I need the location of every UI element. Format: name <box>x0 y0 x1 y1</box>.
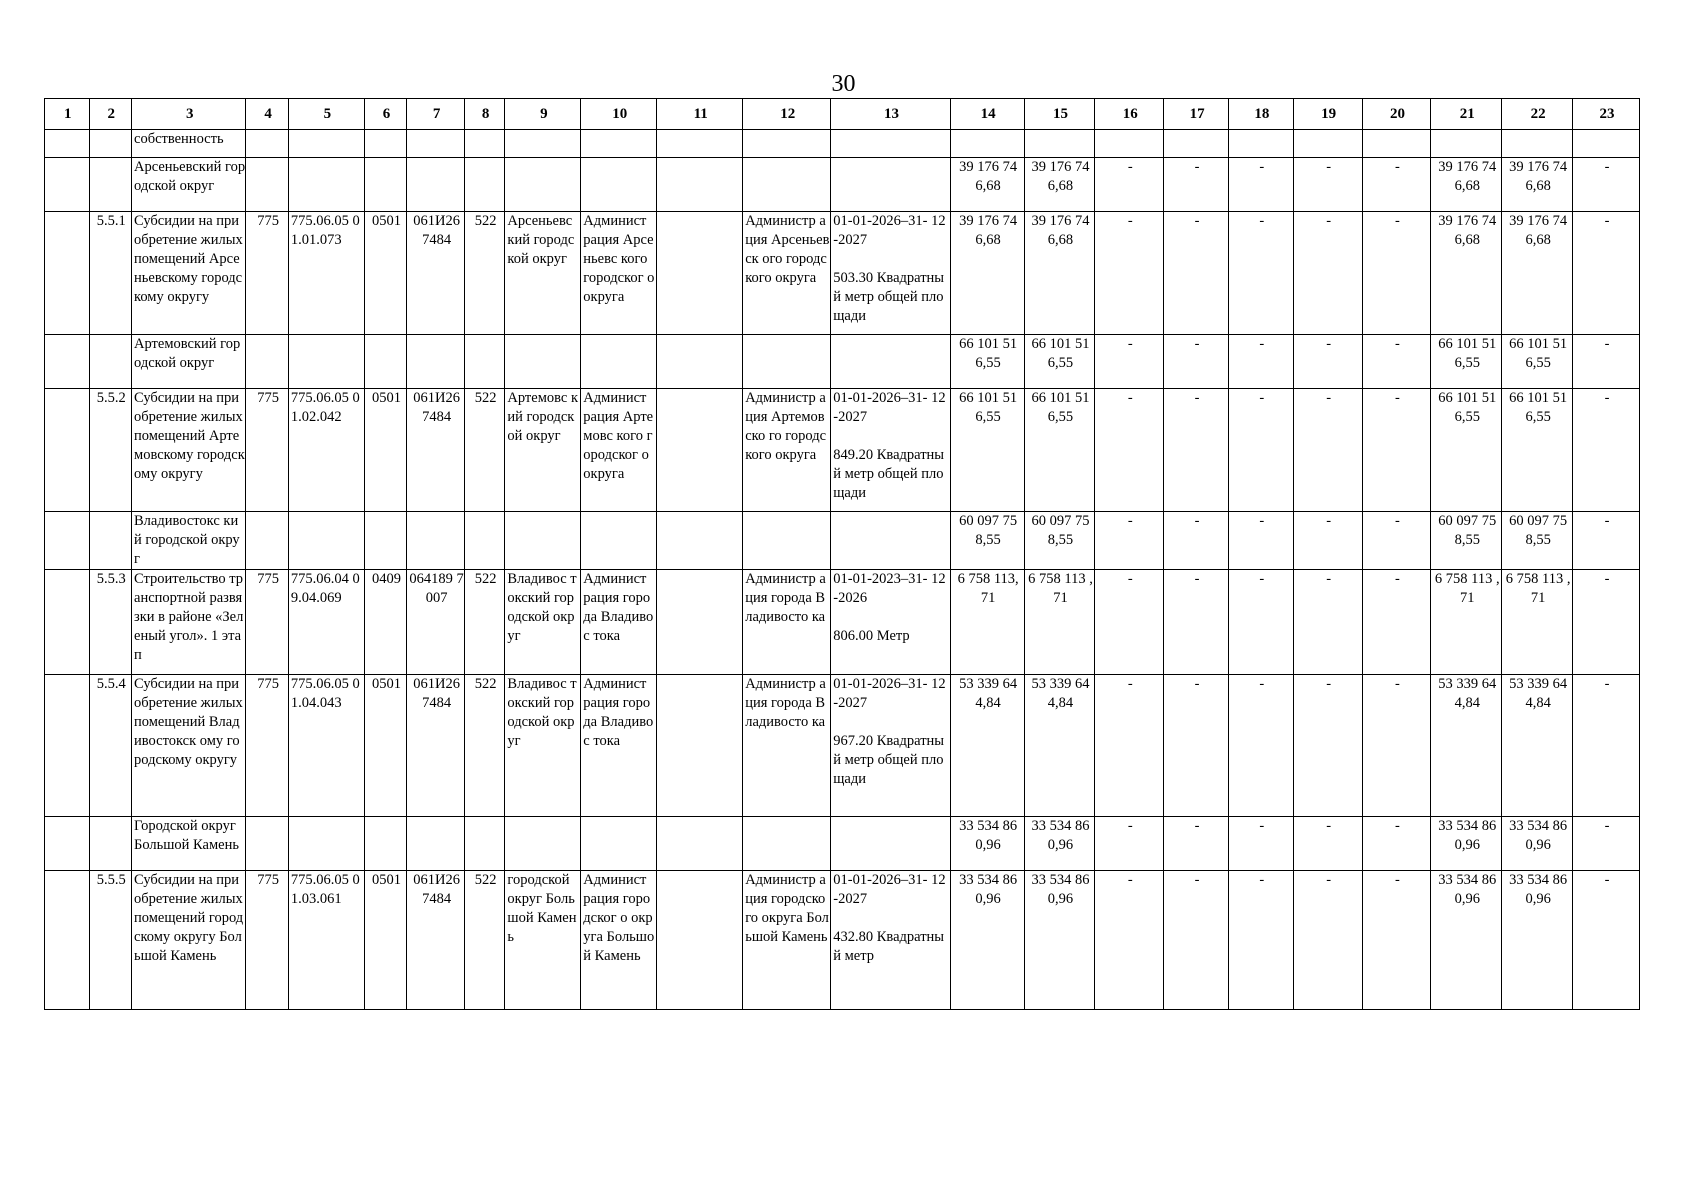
table-row <box>45 130 1640 158</box>
cell-col-22: 33 534 86 0,96 <box>1502 817 1573 871</box>
cell-col-10 <box>581 335 657 389</box>
column-header-18: 18 <box>1228 99 1293 130</box>
cell-col-13 <box>831 158 950 212</box>
cell-col-13: 01-01-2026–31- 12-2027 849.20 Квадратный метр общей площади <box>831 389 950 512</box>
column-header-16: 16 <box>1095 99 1164 130</box>
cell-col-18: - <box>1228 871 1293 1010</box>
cell-col-6 <box>364 130 407 158</box>
cell-col-11 <box>657 817 743 871</box>
cell-col-18: - <box>1228 389 1293 512</box>
cell-col-14: 60 097 75 8,55 <box>950 512 1024 570</box>
cell-col-22: 60 097 75 8,55 <box>1502 512 1573 570</box>
column-header-21: 21 <box>1431 99 1502 130</box>
cell-col-2 <box>89 817 132 871</box>
cell-col-1 <box>45 212 90 335</box>
cell-col-7: 061И26 7484 <box>407 871 465 1010</box>
cell-col-5: 775.06.05 01.04.043 <box>288 675 364 817</box>
cell-col-20: - <box>1362 158 1431 212</box>
cell-col-10 <box>581 512 657 570</box>
cell-col-17: - <box>1164 570 1229 675</box>
cell-col-3: Субсидии на приобретение жилых помещений городскому округу Большой Камень <box>132 871 246 1010</box>
header-row <box>45 99 1640 130</box>
table-row-group <box>45 158 1640 212</box>
cell-col-9 <box>505 130 581 158</box>
cell-col-19: - <box>1293 335 1362 389</box>
table-body <box>45 130 1640 1010</box>
cell-col-11 <box>657 389 743 512</box>
cell-col-21: 39 176 74 6,68 <box>1431 158 1502 212</box>
cell-col-5: 775.06.05 01.03.061 <box>288 871 364 1010</box>
column-header-15: 15 <box>1024 99 1095 130</box>
cell-col-8 <box>464 158 504 212</box>
cell-col-22: 66 101 51 6,55 <box>1502 389 1573 512</box>
cell-col-12: Администр ация Артемовско го городского округа <box>743 389 831 512</box>
cell-col-11 <box>657 130 743 158</box>
cell-col-6 <box>364 158 407 212</box>
cell-col-23: - <box>1573 512 1640 570</box>
cell-col-4: 775 <box>246 675 289 817</box>
cell-col-18: - <box>1228 817 1293 871</box>
cell-col-3: собственность <box>132 130 246 158</box>
cell-col-21: 6 758 113 ,71 <box>1431 570 1502 675</box>
cell-col-2 <box>89 130 132 158</box>
cell-col-11 <box>657 570 743 675</box>
cell-col-5 <box>288 817 364 871</box>
column-header-12: 12 <box>743 99 831 130</box>
cell-col-16: - <box>1095 871 1164 1010</box>
table-row-item <box>45 389 1640 512</box>
table-row-item <box>45 871 1640 1010</box>
cell-col-21: 33 534 86 0,96 <box>1431 817 1502 871</box>
cell-col-17 <box>1164 130 1229 158</box>
column-header-22: 22 <box>1502 99 1573 130</box>
cell-col-20: - <box>1362 675 1431 817</box>
cell-col-10: Админист рация города Владивос тока <box>581 675 657 817</box>
cell-col-5 <box>288 512 364 570</box>
cell-col-1 <box>45 871 90 1010</box>
cell-col-16: - <box>1095 570 1164 675</box>
cell-col-23: - <box>1573 335 1640 389</box>
cell-col-18: - <box>1228 335 1293 389</box>
cell-col-17: - <box>1164 871 1229 1010</box>
cell-col-3: Арсеньевский городской округ <box>132 158 246 212</box>
cell-col-6: 0409 <box>364 570 407 675</box>
cell-col-20: - <box>1362 389 1431 512</box>
cell-col-13: 01-01-2023–31- 12-2026 806.00 Метр <box>831 570 950 675</box>
cell-col-19: - <box>1293 389 1362 512</box>
cell-col-8 <box>464 335 504 389</box>
column-header-4: 4 <box>246 99 289 130</box>
cell-col-8: 522 <box>464 675 504 817</box>
cell-col-2: 5.5.1 <box>89 212 132 335</box>
cell-col-16 <box>1095 130 1164 158</box>
cell-col-1 <box>45 335 90 389</box>
cell-col-1 <box>45 817 90 871</box>
cell-col-11 <box>657 675 743 817</box>
column-header-3: 3 <box>132 99 246 130</box>
column-header-17: 17 <box>1164 99 1229 130</box>
cell-col-8: 522 <box>464 212 504 335</box>
cell-col-5 <box>288 158 364 212</box>
cell-col-21: 66 101 51 6,55 <box>1431 335 1502 389</box>
cell-col-22: 6 758 113 ,71 <box>1502 570 1573 675</box>
cell-col-4 <box>246 817 289 871</box>
cell-col-19 <box>1293 130 1362 158</box>
cell-col-15: 33 534 86 0,96 <box>1024 817 1095 871</box>
cell-col-10 <box>581 130 657 158</box>
table-row-item <box>45 675 1640 817</box>
cell-col-13: 01-01-2026–31- 12-2027 432.80 Квадратный метр <box>831 871 950 1010</box>
cell-col-6: 0501 <box>364 389 407 512</box>
cell-col-9: Артемовс кий городской округ <box>505 389 581 512</box>
cell-col-15: 39 176 74 6,68 <box>1024 212 1095 335</box>
cell-col-14: 66 101 51 6,55 <box>950 335 1024 389</box>
cell-col-22: 39 176 74 6,68 <box>1502 158 1573 212</box>
cell-col-4: 775 <box>246 871 289 1010</box>
cell-col-10: Админист рация города Владивос тока <box>581 570 657 675</box>
cell-col-6 <box>364 335 407 389</box>
table-row-group <box>45 512 1640 570</box>
cell-col-7 <box>407 130 465 158</box>
cell-col-9 <box>505 817 581 871</box>
cell-col-9 <box>505 335 581 389</box>
cell-col-20: - <box>1362 570 1431 675</box>
column-header-7: 7 <box>407 99 465 130</box>
cell-col-15 <box>1024 130 1095 158</box>
column-header-11: 11 <box>657 99 743 130</box>
cell-col-14: 39 176 74 6,68 <box>950 212 1024 335</box>
cell-col-6: 0501 <box>364 871 407 1010</box>
cell-col-15: 66 101 51 6,55 <box>1024 389 1095 512</box>
cell-col-16: - <box>1095 212 1164 335</box>
cell-col-3: Владивостокс кий городской округ <box>132 512 246 570</box>
cell-col-19: - <box>1293 570 1362 675</box>
cell-col-15: 33 534 86 0,96 <box>1024 871 1095 1010</box>
cell-col-9: Владивос токский городской округ <box>505 675 581 817</box>
table-row-group <box>45 817 1640 871</box>
cell-col-12 <box>743 817 831 871</box>
cell-col-4 <box>246 335 289 389</box>
column-header-1: 1 <box>45 99 90 130</box>
cell-col-5: 775.06.05 01.02.042 <box>288 389 364 512</box>
column-header-6: 6 <box>364 99 407 130</box>
cell-col-4 <box>246 158 289 212</box>
cell-col-14: 33 534 86 0,96 <box>950 817 1024 871</box>
column-header-19: 19 <box>1293 99 1362 130</box>
cell-col-23: - <box>1573 158 1640 212</box>
cell-col-11 <box>657 212 743 335</box>
cell-col-10 <box>581 817 657 871</box>
cell-col-12: Администр ация города Владивосто ка <box>743 675 831 817</box>
cell-col-22: 53 339 64 4,84 <box>1502 675 1573 817</box>
cell-col-13 <box>831 335 950 389</box>
cell-col-19: - <box>1293 871 1362 1010</box>
cell-col-16: - <box>1095 389 1164 512</box>
cell-col-21: 53 339 64 4,84 <box>1431 675 1502 817</box>
cell-col-20: - <box>1362 512 1431 570</box>
cell-col-21: 39 176 74 6,68 <box>1431 212 1502 335</box>
cell-col-14: 66 101 51 6,55 <box>950 389 1024 512</box>
table-row-item <box>45 570 1640 675</box>
column-header-14: 14 <box>950 99 1024 130</box>
cell-col-3: Субсидии на приобретение жилых помещений Владивостокск ому городскому округу <box>132 675 246 817</box>
cell-col-2: 5.5.5 <box>89 871 132 1010</box>
cell-col-1 <box>45 675 90 817</box>
cell-col-12: Администр ация Арсеньевск ого городского округа <box>743 212 831 335</box>
cell-col-7 <box>407 335 465 389</box>
cell-col-10: Админист рация городског о округа Большой Камень <box>581 871 657 1010</box>
cell-col-17: - <box>1164 335 1229 389</box>
cell-col-4: 775 <box>246 570 289 675</box>
cell-col-16: - <box>1095 817 1164 871</box>
cell-col-12 <box>743 335 831 389</box>
cell-col-23: - <box>1573 871 1640 1010</box>
cell-col-8 <box>464 130 504 158</box>
column-header-23: 23 <box>1573 99 1640 130</box>
cell-col-9: городской округ Большой Камень <box>505 871 581 1010</box>
cell-col-6: 0501 <box>364 675 407 817</box>
cell-col-10: Админист рация Арсеньевс кого городског о округа <box>581 212 657 335</box>
cell-col-11 <box>657 335 743 389</box>
column-header-20: 20 <box>1362 99 1431 130</box>
cell-col-7 <box>407 817 465 871</box>
cell-col-14: 39 176 74 6,68 <box>950 158 1024 212</box>
cell-col-22 <box>1502 130 1573 158</box>
cell-col-19: - <box>1293 158 1362 212</box>
cell-col-2 <box>89 512 132 570</box>
cell-col-1 <box>45 570 90 675</box>
cell-col-4: 775 <box>246 389 289 512</box>
cell-col-22: 66 101 51 6,55 <box>1502 335 1573 389</box>
cell-col-23: - <box>1573 570 1640 675</box>
cell-col-22: 33 534 86 0,96 <box>1502 871 1573 1010</box>
cell-col-1 <box>45 158 90 212</box>
cell-col-19: - <box>1293 512 1362 570</box>
column-header-5: 5 <box>288 99 364 130</box>
cell-col-14: 33 534 86 0,96 <box>950 871 1024 1010</box>
cell-col-1 <box>45 130 90 158</box>
cell-col-6: 0501 <box>364 212 407 335</box>
budget-table <box>44 98 1640 1010</box>
cell-col-19: - <box>1293 817 1362 871</box>
cell-col-7 <box>407 512 465 570</box>
cell-col-12: Администр ация городского округа Большой Камень <box>743 871 831 1010</box>
cell-col-8: 522 <box>464 389 504 512</box>
cell-col-7: 061И26 7484 <box>407 675 465 817</box>
cell-col-3: Городской округ Большой Камень <box>132 817 246 871</box>
cell-col-8: 522 <box>464 570 504 675</box>
cell-col-1 <box>45 389 90 512</box>
cell-col-20: - <box>1362 335 1431 389</box>
cell-col-18: - <box>1228 570 1293 675</box>
cell-col-7 <box>407 158 465 212</box>
cell-col-9: Владивос токский городской округ <box>505 570 581 675</box>
cell-col-15: 60 097 75 8,55 <box>1024 512 1095 570</box>
cell-col-17: - <box>1164 817 1229 871</box>
cell-col-21: 33 534 86 0,96 <box>1431 871 1502 1010</box>
cell-col-15: 53 339 64 4,84 <box>1024 675 1095 817</box>
cell-col-10: Админист рация Артемовс кого городског о округа <box>581 389 657 512</box>
cell-col-12 <box>743 512 831 570</box>
cell-col-7: 064189 7007 <box>407 570 465 675</box>
cell-col-9 <box>505 512 581 570</box>
table-row-group <box>45 335 1640 389</box>
cell-col-15: 39 176 74 6,68 <box>1024 158 1095 212</box>
cell-col-9 <box>505 158 581 212</box>
cell-col-17: - <box>1164 158 1229 212</box>
cell-col-5: 775.06.05 01.01.073 <box>288 212 364 335</box>
cell-col-11 <box>657 158 743 212</box>
cell-col-14: 53 339 64 4,84 <box>950 675 1024 817</box>
cell-col-7: 061И26 7484 <box>407 212 465 335</box>
table-row-item <box>45 212 1640 335</box>
column-header-10: 10 <box>581 99 657 130</box>
cell-col-8: 522 <box>464 871 504 1010</box>
cell-col-12 <box>743 158 831 212</box>
cell-col-7: 061И26 7484 <box>407 389 465 512</box>
cell-col-1 <box>45 512 90 570</box>
cell-col-14 <box>950 130 1024 158</box>
cell-col-13: 01-01-2026–31- 12-2027 967.20 Квадратный метр общей площади <box>831 675 950 817</box>
cell-col-18: - <box>1228 212 1293 335</box>
cell-col-2 <box>89 335 132 389</box>
cell-col-16: - <box>1095 158 1164 212</box>
cell-col-20: - <box>1362 212 1431 335</box>
cell-col-16: - <box>1095 675 1164 817</box>
cell-col-5: 775.06.04 09.04.069 <box>288 570 364 675</box>
cell-col-13 <box>831 512 950 570</box>
cell-col-23: - <box>1573 212 1640 335</box>
cell-col-2: 5.5.2 <box>89 389 132 512</box>
cell-col-12 <box>743 130 831 158</box>
cell-col-16: - <box>1095 512 1164 570</box>
cell-col-5 <box>288 130 364 158</box>
cell-col-23: - <box>1573 817 1640 871</box>
cell-col-21 <box>1431 130 1502 158</box>
column-header-8: 8 <box>464 99 504 130</box>
cell-col-21: 66 101 51 6,55 <box>1431 389 1502 512</box>
column-header-2: 2 <box>89 99 132 130</box>
cell-col-15: 6 758 113 ,71 <box>1024 570 1095 675</box>
cell-col-19: - <box>1293 212 1362 335</box>
cell-col-23: - <box>1573 675 1640 817</box>
cell-col-3: Субсидии на приобретение жилых помещений Арсеньевскому городскому округу <box>132 212 246 335</box>
cell-col-6 <box>364 512 407 570</box>
cell-col-19: - <box>1293 675 1362 817</box>
cell-col-2: 5.5.3 <box>89 570 132 675</box>
cell-col-4: 775 <box>246 212 289 335</box>
cell-col-3: Субсидии на приобретение жилых помещений Артемовскому городскому округу <box>132 389 246 512</box>
cell-col-8 <box>464 512 504 570</box>
cell-col-18 <box>1228 130 1293 158</box>
cell-col-13 <box>831 130 950 158</box>
cell-col-10 <box>581 158 657 212</box>
cell-col-18: - <box>1228 158 1293 212</box>
cell-col-17: - <box>1164 212 1229 335</box>
cell-col-17: - <box>1164 389 1229 512</box>
cell-col-21: 60 097 75 8,55 <box>1431 512 1502 570</box>
cell-col-23: - <box>1573 389 1640 512</box>
cell-col-6 <box>364 817 407 871</box>
cell-col-15: 66 101 51 6,55 <box>1024 335 1095 389</box>
cell-col-3: Строительство транспортной развязки в районе «Зеленый угол». 1 этап <box>132 570 246 675</box>
page-number: 30 <box>831 71 856 97</box>
cell-col-17: - <box>1164 512 1229 570</box>
cell-col-13 <box>831 817 950 871</box>
cell-col-18: - <box>1228 675 1293 817</box>
cell-col-12: Администр ация города Владивосто ка <box>743 570 831 675</box>
cell-col-20 <box>1362 130 1431 158</box>
column-header-13: 13 <box>831 99 950 130</box>
cell-col-23 <box>1573 130 1640 158</box>
cell-col-17: - <box>1164 675 1229 817</box>
cell-col-20: - <box>1362 817 1431 871</box>
cell-col-9: Арсеньевс кий городской округ <box>505 212 581 335</box>
cell-col-2: 5.5.4 <box>89 675 132 817</box>
cell-col-3: Артемовский городской округ <box>132 335 246 389</box>
cell-col-2 <box>89 158 132 212</box>
cell-col-11 <box>657 871 743 1010</box>
cell-col-16: - <box>1095 335 1164 389</box>
cell-col-14: 6 758 113, 71 <box>950 570 1024 675</box>
column-header-9: 9 <box>505 99 581 130</box>
cell-col-13: 01-01-2026–31- 12-2027 503.30 Квадратный метр общей площади <box>831 212 950 335</box>
cell-col-4 <box>246 512 289 570</box>
cell-col-5 <box>288 335 364 389</box>
cell-col-18: - <box>1228 512 1293 570</box>
cell-col-20: - <box>1362 871 1431 1010</box>
cell-col-22: 39 176 74 6,68 <box>1502 212 1573 335</box>
cell-col-11 <box>657 512 743 570</box>
cell-col-4 <box>246 130 289 158</box>
cell-col-8 <box>464 817 504 871</box>
